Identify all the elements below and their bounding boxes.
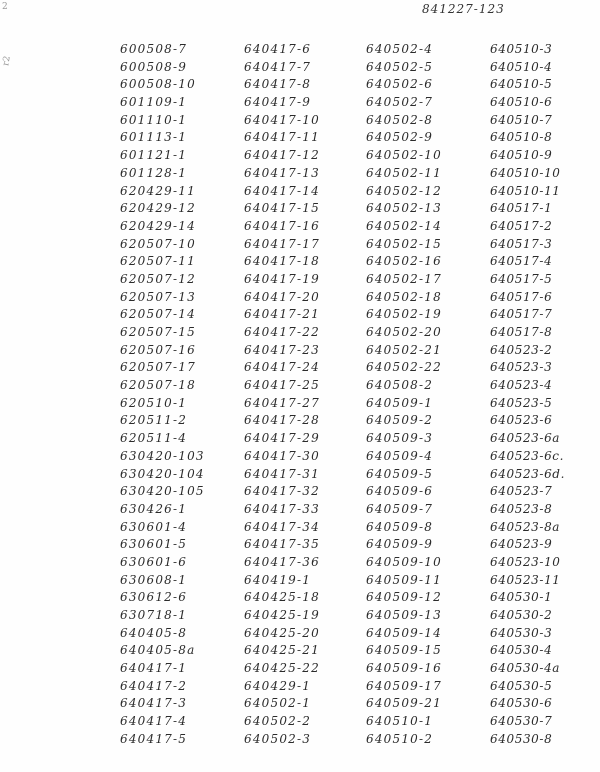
list-entry: 640502-13 [366, 201, 442, 216]
list-entry: 601109-1 [120, 95, 188, 110]
list-entry: 640425-20 [244, 625, 320, 640]
list-entry: 640509-14 [366, 625, 442, 640]
list-entry: 630601-6 [120, 554, 188, 569]
list-entry: 630612-6 [120, 590, 188, 605]
list-entry: 640502-22 [366, 360, 442, 375]
list-entry: 630608-1 [120, 572, 188, 587]
list-entry: 640523-4 [490, 378, 553, 393]
list-entry: 640509-10 [366, 554, 442, 569]
list-entry: 640417-24 [244, 360, 320, 375]
list-entry: 640523-6d. [490, 466, 565, 481]
corner-mark: 2 [2, 2, 8, 12]
list-entry: 640417-35 [244, 537, 320, 552]
entry-column-4 [490, 41, 600, 749]
list-entry: 620507-16 [120, 342, 196, 357]
list-entry: 640417-17 [244, 236, 320, 251]
list-entry: 640517-6 [490, 289, 553, 304]
list-entry: 640425-22 [244, 661, 320, 676]
document-id: 841227-123 [422, 2, 505, 16]
list-entry: 640523-8 [490, 501, 553, 516]
list-entry: 640417-32 [244, 484, 320, 499]
list-entry: 620507-15 [120, 325, 196, 339]
list-entry: 640510-4 [490, 59, 553, 74]
list-entry: 620507-17 [120, 360, 196, 375]
margin-mark: r2 [1, 55, 13, 67]
list-entry: 640502-3 [244, 731, 312, 746]
list-entry: 640417-11 [244, 130, 320, 145]
list-entry: 640502-17 [366, 271, 442, 286]
list-entry: 630718-1 [120, 608, 188, 622]
list-entry: 640417-25 [244, 378, 320, 393]
list-entry: 640509-1 [366, 395, 434, 410]
list-entry: 640417-1 [120, 661, 188, 676]
list-entry: 640517-4 [490, 254, 553, 269]
list-entry: 640417-27 [244, 395, 320, 410]
list-entry: 640510-5 [490, 77, 553, 92]
list-entry: 640502-21 [366, 342, 442, 357]
list-entry: 640510-1 [366, 714, 434, 729]
list-entry: 640502-20 [366, 325, 442, 339]
list-entry: 640523-11 [490, 572, 561, 587]
list-entry: 620507-13 [120, 289, 196, 304]
list-entry: 640405-8a [120, 643, 196, 658]
list-entry: 640523-6c. [490, 448, 565, 463]
list-entry: 640417-28 [244, 413, 320, 428]
list-entry: 640502-15 [366, 236, 442, 251]
list-entry: 640510-7 [490, 112, 553, 127]
list-entry: 640510-2 [366, 731, 434, 746]
list-entry: 640509-12 [366, 590, 442, 605]
list-entry: 640523-9 [490, 537, 553, 552]
list-entry: 640417-3 [120, 696, 188, 711]
list-entry: 640509-7 [366, 501, 434, 516]
list-entry: 630426-1 [120, 501, 188, 516]
list-entry: 640417-6 [244, 42, 312, 56]
list-entry: 640425-21 [244, 643, 320, 658]
list-entry: 620429-14 [120, 218, 196, 233]
list-entry: 640509-17 [366, 678, 442, 693]
list-entry: 630420-103 [120, 448, 205, 463]
list-entry: 640417-15 [244, 201, 320, 216]
list-entry: 640417-16 [244, 218, 320, 233]
list-entry: 640417-9 [244, 95, 312, 110]
list-entry: 640417-7 [244, 59, 312, 74]
list-entry: 640502-1 [244, 696, 312, 711]
list-entry: 640417-36 [244, 554, 320, 569]
list-entry: 640509-15 [366, 643, 442, 658]
list-entry: 640502-2 [244, 714, 312, 729]
list-entry: 640508-2 [366, 378, 434, 393]
list-entry: 640530-5 [490, 678, 553, 693]
list-entry: 630420-105 [120, 484, 205, 499]
list-entry: 601121-1 [120, 148, 188, 163]
list-entry: 620510-1 [120, 395, 188, 410]
list-entry: 640502-5 [366, 59, 434, 74]
list-entry: 640417-8 [244, 77, 312, 92]
list-entry: 640517-7 [490, 307, 553, 322]
list-entry: 640530-2 [490, 608, 553, 622]
list-entry: 630420-104 [120, 466, 205, 481]
list-entry: 640517-5 [490, 271, 553, 286]
list-entry: 640517-8 [490, 325, 553, 339]
list-entry: 620507-10 [120, 236, 196, 251]
list-entry: 640523-10 [490, 554, 561, 569]
list-entry: 640417-29 [244, 431, 320, 446]
list-entry: 640523-6 [490, 413, 553, 428]
list-entry: 640417-10 [244, 112, 320, 127]
list-entry: 640509-13 [366, 608, 442, 622]
list-entry: 640502-16 [366, 254, 442, 269]
list-entry: 620429-12 [120, 201, 196, 216]
list-entry: 640509-2 [366, 413, 434, 428]
list-entry: 640509-11 [366, 572, 442, 587]
list-entry: 640517-2 [490, 218, 553, 233]
list-entry: 640509-9 [366, 537, 434, 552]
list-entry: 640417-19 [244, 271, 320, 286]
list-entry: 640509-3 [366, 431, 434, 446]
list-entry: 640509-6 [366, 484, 434, 499]
list-entry: 640417-2 [120, 678, 188, 693]
list-entry: 640523-8a [490, 519, 561, 534]
list-entry: 640502-4 [366, 42, 434, 56]
list-entry: 640425-18 [244, 590, 320, 605]
list-entry: 630601-5 [120, 537, 188, 552]
list-entry: 640523-7 [490, 484, 553, 499]
list-entry: 640523-6a [490, 431, 561, 446]
list-entry: 640417-12 [244, 148, 320, 163]
list-entry: 601113-1 [120, 130, 188, 145]
list-entry: 640417-34 [244, 519, 320, 534]
list-entry: 620507-14 [120, 307, 196, 322]
list-entry: 640510-3 [490, 42, 553, 56]
list-entry: 640509-5 [366, 466, 434, 481]
list-entry: 640530-1 [490, 590, 553, 605]
list-entry: 640417-18 [244, 254, 320, 269]
list-entry: 600508-9 [120, 59, 188, 74]
list-entry: 630601-4 [120, 519, 188, 534]
list-entry: 640530-8 [490, 731, 553, 746]
list-entry: 640417-30 [244, 448, 320, 463]
list-entry: 640517-3 [490, 236, 553, 251]
list-entry: 640523-5 [490, 395, 553, 410]
list-entry: 640502-14 [366, 218, 442, 233]
list-entry: 600508-10 [120, 77, 196, 92]
list-entry: 640417-23 [244, 342, 320, 357]
list-entry: 640417-5 [120, 731, 188, 746]
list-entry: 640502-18 [366, 289, 442, 304]
list-entry: 601110-1 [120, 112, 188, 127]
list-entry: 640530-4a [490, 661, 561, 676]
list-entry: 640510-9 [490, 148, 553, 163]
list-entry: 620429-11 [120, 183, 196, 198]
list-entry: 640509-16 [366, 661, 442, 676]
list-entry: 640530-4 [490, 643, 553, 658]
list-entry: 640509-4 [366, 448, 434, 463]
entry-column-2 [244, 41, 374, 749]
list-entry: 620507-11 [120, 254, 196, 269]
list-entry: 601128-1 [120, 165, 188, 180]
list-entry: 640530-3 [490, 625, 553, 640]
list-entry: 640417-20 [244, 289, 320, 304]
list-entry: 640417-13 [244, 165, 320, 180]
list-entry: 620511-4 [120, 431, 188, 446]
list-entry: 640419-1 [244, 572, 312, 587]
entry-column-3 [366, 41, 496, 749]
list-entry: 640502-6 [366, 77, 434, 92]
list-entry: 640502-9 [366, 130, 434, 145]
list-entry: 620507-12 [120, 271, 196, 286]
list-entry: 640510-6 [490, 95, 553, 110]
list-entry: 640405-8 [120, 625, 188, 640]
list-entry: 620511-2 [120, 413, 188, 428]
entry-column-1 [120, 41, 250, 749]
list-entry: 640417-31 [244, 466, 320, 481]
list-entry: 640530-6 [490, 696, 553, 711]
list-entry: 640502-11 [366, 165, 442, 180]
list-entry: 640523-2 [490, 342, 553, 357]
list-entry: 640510-10 [490, 165, 561, 180]
list-entry: 640510-8 [490, 130, 553, 145]
list-entry: 640417-14 [244, 183, 320, 198]
list-entry: 640502-7 [366, 95, 434, 110]
list-entry: 640502-10 [366, 148, 442, 163]
list-entry: 640502-12 [366, 183, 442, 198]
list-entry: 640509-21 [366, 696, 442, 711]
list-entry: 640502-19 [366, 307, 442, 322]
list-entry: 640530-7 [490, 714, 553, 729]
list-entry: 640429-1 [244, 678, 312, 693]
list-entry: 640417-4 [120, 714, 188, 729]
list-entry: 640517-1 [490, 201, 553, 216]
list-entry: 640509-8 [366, 519, 434, 534]
list-entry: 640417-22 [244, 325, 320, 339]
list-entry: 640502-8 [366, 112, 434, 127]
list-entry: 640417-33 [244, 501, 320, 516]
list-entry: 640523-3 [490, 360, 553, 375]
list-entry: 640417-21 [244, 307, 320, 322]
list-entry: 620507-18 [120, 378, 196, 393]
list-entry: 600508-7 [120, 42, 188, 56]
list-entry: 640510-11 [490, 183, 561, 198]
list-entry: 640425-19 [244, 608, 320, 622]
